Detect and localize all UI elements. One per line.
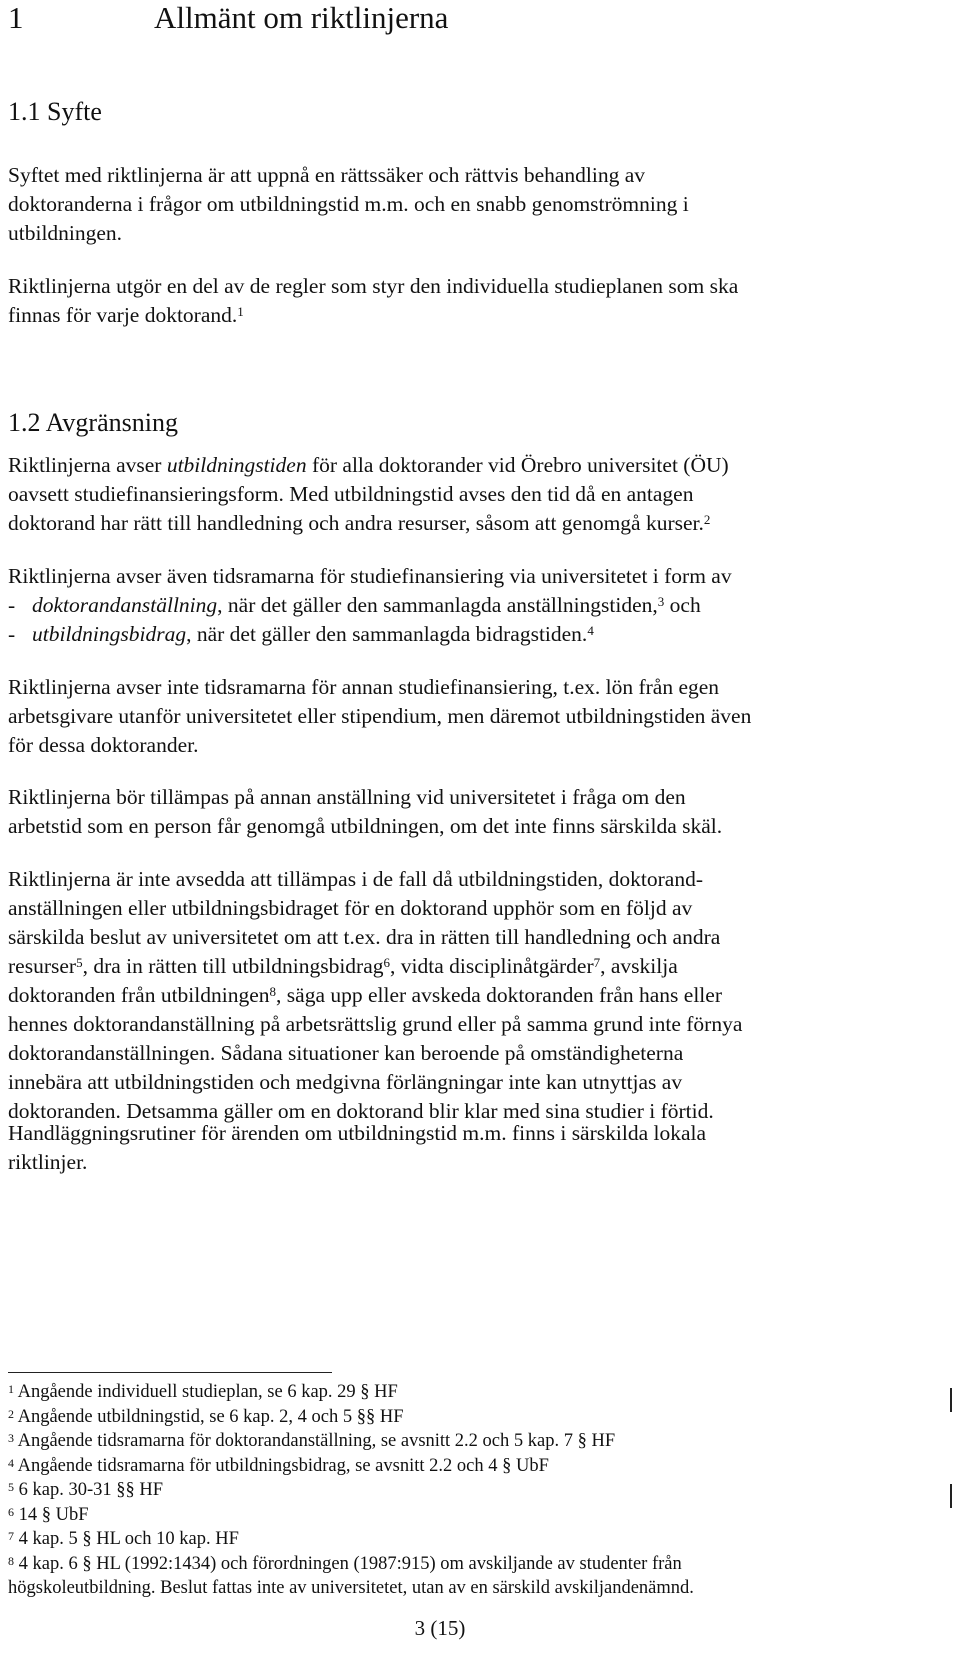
text-span: finnas för varje doktorand. — [8, 303, 238, 327]
footnotes — [8, 1380, 953, 1601]
footnote-3 — [8, 1429, 953, 1454]
text-line: doktorandanställningen. Sådana situationer kan beroende på omständigheterna — [8, 1041, 684, 1065]
list-dash: - — [8, 593, 16, 617]
list-item — [8, 591, 948, 620]
text-span: för alla doktorander vid Örebro universitet (ÖU) — [306, 453, 729, 477]
footnote-number: 2 — [8, 1406, 14, 1421]
text-line: riktlinjer. — [8, 1150, 88, 1174]
footnote-text: Angående utbildningstid, se 6 kap. 2, 4 och 5 §§ HF — [17, 1406, 404, 1427]
paragraph-syfte — [8, 161, 948, 248]
footnote-ref[interactable]: 2 — [703, 512, 711, 527]
text-line: hennes doktorandanställning på arbetsrättslig grund eller på samma grund inte förnya — [8, 1012, 743, 1036]
text-span: , säga upp eller avskeda doktoranden från hans eller — [276, 983, 722, 1007]
footnote-4 — [8, 1454, 953, 1479]
emphasis-doktorandanstallning: doktorandanställning — [32, 593, 218, 617]
text-span: , när det gäller den sammanlagda bidragstiden. — [186, 622, 588, 646]
text-span: Riktlinjerna avser — [8, 453, 167, 477]
footnote-text: Angående individuell studieplan, se 6 kap. 29 § HF — [17, 1382, 398, 1402]
list-item — [8, 620, 948, 649]
text-line: Riktlinjerna avser även tidsramarna för studiefinansiering via universitetet i form av — [8, 564, 732, 588]
chapter-title: Allmänt om riktlinjerna — [154, 0, 449, 35]
footnote-8-continuation: högskoleutbildning. Beslut fattas inte av universitetet, utan av en särskild avskiljandenämnd. — [8, 1578, 694, 1598]
text-span: doktorand har rätt till handledning och andra resurser, såsom att genomgå kurser. — [8, 511, 704, 535]
footnote-8 — [8, 1552, 953, 1577]
text-line: Riktlinjerna är inte avsedda att tillämpas i de fall då utbildningstiden, doktorand- — [8, 867, 703, 891]
text-line: anställningen eller utbildningsbidraget för en doktorand upphör som en följd av — [8, 896, 693, 920]
footnote-ref[interactable]: 5 — [76, 955, 83, 970]
text-span: , avskilja — [600, 954, 678, 978]
page-number: 3 (15) — [414, 1616, 466, 1640]
text-span: , när det gäller den sammanlagda anställningstiden, — [217, 593, 658, 617]
footnote-number: 8 — [8, 1553, 14, 1568]
footnote-ref[interactable]: 6 — [383, 955, 391, 970]
paragraph-avgransning-6 — [8, 1119, 948, 1177]
text-line: arbetstid som en person får genomgå utbildningen, om det inte finns särskilda skäl. — [8, 814, 723, 838]
text-line: Handläggningsrutiner för ärenden om utbildningstid m.m. finns i särskilda lokala — [8, 1121, 707, 1145]
text-line: utbildningen. — [8, 221, 123, 245]
text-line — [8, 301, 948, 330]
footnote-text: Angående tidsramarna för doktorandanställning, se avsnitt 2.2 och 5 kap. 7 § HF — [17, 1431, 616, 1451]
chapter-heading — [8, 0, 448, 36]
footnote-7 — [8, 1527, 953, 1552]
paragraph-avgransning-3 — [8, 673, 948, 760]
text-line — [8, 952, 948, 981]
text-span: , dra in rätten till utbildningsbidrag — [82, 954, 384, 978]
footnote-text: 14 § UbF — [18, 1504, 89, 1525]
footnote-number: 1 — [8, 1382, 14, 1396]
emphasis-utbildningsbidrag: utbildningsbidrag — [32, 622, 187, 646]
text-line — [8, 509, 948, 538]
paragraph-riktlinjerna-del — [8, 272, 948, 330]
text-span: doktoranden från utbildningen — [8, 983, 270, 1007]
text-line: oavsett studiefinansieringsform. Med utbildningstid avses den tid då en antagen — [8, 482, 694, 506]
footnote-ref[interactable]: 4 — [587, 623, 594, 638]
footnote-2 — [8, 1405, 953, 1430]
footnote-text: 4 kap. 5 § HL och 10 kap. HF — [18, 1529, 239, 1549]
text-line: innebära att utbildningstiden och medgivna förlängningar inte kan utnyttjas av — [8, 1070, 683, 1094]
text-line — [8, 451, 948, 480]
footnote-number: 7 — [8, 1529, 14, 1543]
paragraph-avgransning-1 — [8, 451, 948, 538]
text-line: särskilda beslut av universitetet om att t.ex. dra in rätten till handledning och andra — [8, 925, 721, 949]
text-line: doktoranderna i frågor om utbildningstid m.m. och en snabb genomströmning i — [8, 192, 689, 216]
footnote-5 — [8, 1478, 953, 1503]
footnote-ref[interactable]: 3 — [657, 594, 665, 609]
text-line: för dessa doktorander. — [8, 733, 199, 757]
paragraph-avgransning-2 — [8, 562, 948, 649]
text-line: Riktlinjerna utgör en del av de regler som styr den individuella studieplanen som ska — [8, 274, 739, 298]
text-line: Riktlinjerna bör tillämpas på annan anställning vid universitetet i fråga om den — [8, 785, 686, 809]
footnote-text: 6 kap. 30-31 §§ HF — [18, 1480, 164, 1500]
chapter-number: 1 — [8, 0, 24, 35]
footnote-6 — [8, 1503, 953, 1528]
text-line — [8, 981, 948, 1010]
footnote-1 — [8, 1380, 953, 1405]
footnote-number: 5 — [8, 1480, 14, 1494]
footnote-number: 4 — [8, 1455, 14, 1470]
text-span: resurser — [8, 954, 77, 978]
paragraph-avgransning-5 — [8, 865, 948, 1126]
footnote-ref[interactable]: 1 — [237, 304, 244, 319]
footnote-text: 4 kap. 6 § HL (1992:1434) och förordningen (1987:915) om avskiljande av studenter från — [18, 1553, 682, 1574]
footnote-ref[interactable]: 7 — [593, 955, 601, 970]
text-span: och — [664, 593, 701, 617]
footnote-ref[interactable]: 8 — [269, 984, 277, 999]
footnote-number: 3 — [8, 1431, 14, 1445]
footnote-separator — [8, 1372, 332, 1373]
text-span: , vidta disciplinåtgärder — [390, 954, 594, 978]
footnote-text: Angående tidsramarna för utbildningsbidrag, se avsnitt 2.2 och 4 § UbF — [17, 1455, 549, 1476]
text-line: Riktlinjerna avser inte tidsramarna för annan studiefinansiering, t.ex. lön från egen — [8, 675, 720, 699]
text-line: Syftet med riktlinjerna är att uppnå en rättssäker och rättvis behandling av — [8, 163, 646, 187]
list-dash: - — [8, 622, 16, 646]
section-heading-syfte: 1.1 Syfte — [8, 97, 102, 126]
section-heading-avgransning: 1.2 Avgränsning — [8, 408, 178, 437]
text-line: arbetsgivare utanför universitetet eller stipendium, men däremot utbildningstiden även — [8, 704, 752, 728]
text-line: doktoranden. Detsamma gäller om en doktorand blir klar med sina studier i förtid. — [8, 1099, 714, 1123]
paragraph-avgransning-4 — [8, 783, 948, 841]
emphasis-utbildningstiden: utbildningstiden — [166, 453, 307, 477]
footnote-number: 6 — [8, 1504, 14, 1519]
